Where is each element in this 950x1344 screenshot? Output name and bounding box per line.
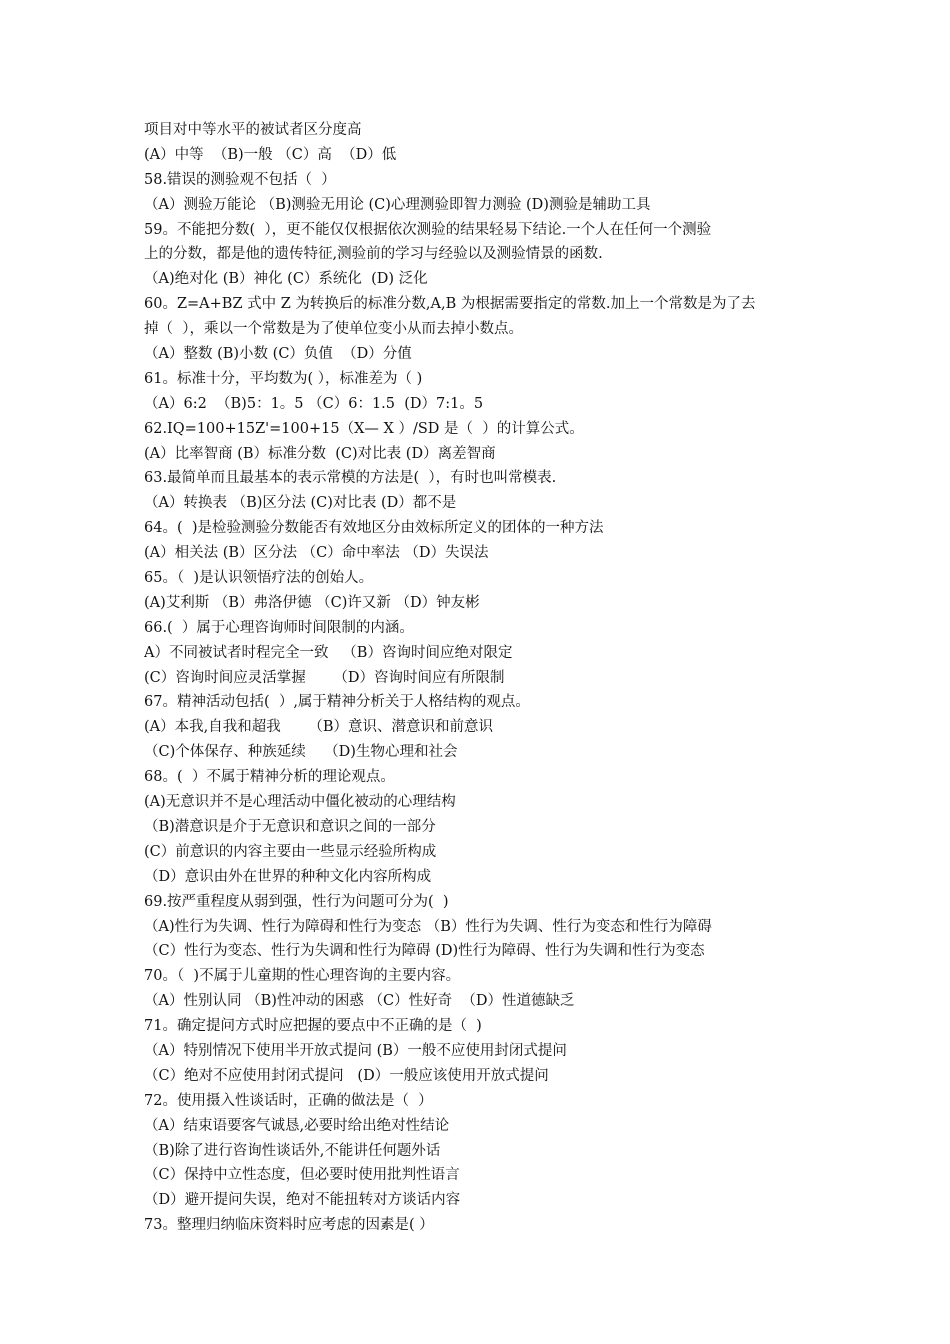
text-line: （B)除了进行咨询性谈话外,不能讲任何题外话 (144, 1142, 441, 1159)
question-72: 72。使用摄入性谈话时，正确的做法是（ ） (144, 1092, 433, 1109)
text-line: (C）前意识的内容主要由一些显示经验所构成 (144, 843, 437, 860)
question-71: 71。确定提问方式时应把握的要点中不正确的是（ ) (144, 1018, 482, 1035)
text-line: （A)性行为失调、性行为障碍和性行为变态 （B）性行为失调、性行为变态和性行为障碍 (144, 918, 712, 935)
question-68: 68。( ）不属于精神分析的理论观点。 (144, 769, 395, 786)
text-line: (A）中等 （B)一般 （C）高 （D）低 (144, 146, 397, 163)
text-line: （A)绝对化 (B）神化 (C）系统化 (D) 泛化 (144, 271, 428, 288)
question-62: 62.IQ=100+15Z'=100+15（X— X ）/SD 是（ ）的计算公式。 (144, 420, 584, 437)
text-line: （A）特别情况下使用半开放式提问 (B）一般不应使用封闭式提问 (144, 1042, 567, 1059)
question-63: 63.最简单而且最基本的表示常模的方法是( ），有时也叫常模表. (144, 470, 557, 487)
text-line: （D）避开提问失误，绝对不能扭转对方谈话内容 (144, 1192, 461, 1209)
text-line: (C）咨询时间应灵活掌握 （D）咨询时间应有所限制 (144, 669, 505, 686)
question-58: 58.错误的测验观不包括（ ） (144, 171, 336, 188)
text-line: （A）6:2 （B)5：1。5 （C）6：1.5 (D）7:1。5 (144, 395, 484, 412)
question-65: 65。（ )是认识领悟疗法的创始人。 (144, 570, 374, 587)
text-line: (A）本我,自我和超我 （B）意识、潜意识和前意识 (144, 719, 494, 736)
text-line: （A）转换表 （B)区分法 (C)对比表 (D）都不是 (144, 495, 457, 512)
text-line: （A）结束语要客气诚恳,必要时给出绝对性结论 (144, 1117, 450, 1134)
question-67: 67。精神活动包括( ）,属于精神分析关于人格结构的观点。 (144, 694, 530, 711)
text-line: (A）相关法 (B）区分法 （C）命中率法 （D）失误法 (144, 545, 489, 562)
text-line: （C）绝对不应使用封闭式提问 (D）一般应该使用开放式提问 (144, 1067, 549, 1084)
text-line: (A）比率智商 (B）标准分数 (C)对比表 (D）离差智商 (144, 445, 496, 462)
text-line: A）不同被试者时程完全一致 （B）咨询时间应绝对限定 (144, 644, 513, 661)
question-66: 66.( ）属于心理咨询师时间限制的内涵。 (144, 619, 414, 636)
text-line: （A）整数 (B)小数 (C）负值 （D）分值 (144, 346, 412, 363)
question-60: 60。Z=A+BZ 式中 Z 为转换后的标准分数,A,B 为根据需要指定的常数.加上一个常数是为了去 (144, 296, 756, 313)
text-line: 上的分数，都是他的遗传特征,测验前的学习与经验以及测验情景的函数. (144, 246, 603, 263)
question-64: 64。( )是检验测验分数能否有效地区分由效标所定义的团体的一种方法 (144, 520, 604, 537)
text-line: （A）性别认同 （B)性冲动的困惑 （C）性好奇 （D）性道德缺乏 (144, 993, 575, 1010)
text-line: （C）保持中立性态度，但必要时使用批判性语言 (144, 1167, 460, 1184)
page-text-body (144, 118, 834, 1238)
text-line: 项目对中等水平的被试者区分度高 (144, 122, 362, 138)
text-line: （C)个体保存、种族延续 （D)生物心理和社会 (144, 744, 458, 761)
text-line: (A)无意识并不是心理活动中僵化被动的心理结构 (144, 794, 456, 811)
text-line: （A）测验万能论 （B)测验无用论 (C)心理测验即智力测验 (D)测验是辅助工具 (144, 196, 651, 213)
question-69: 69.按严重程度从弱到强，性行为问题可分为( ) (144, 893, 449, 910)
question-59: 59。不能把分数( ），更不能仅仅根据依次测验的结果轻易下结论.一个人在任何一个测验 (144, 221, 712, 238)
text-line: （B)潜意识是介于无意识和意识之间的一部分 (144, 818, 436, 835)
question-70: 70。（ )不属于儿童期的性心理咨询的主要内容。 (144, 968, 461, 985)
text-line: 掉（ ），乘以一个常数是为了使单位变小从而去掉小数点。 (144, 321, 523, 338)
question-61: 61。标准十分，平均数为( ），标准差为（ ) (144, 370, 423, 387)
question-73: 73。整理归纳临床资料时应考虑的因素是( ） (144, 1217, 434, 1234)
text-line: （C）性行为变态、性行为失调和性行为障碍 (D)性行为障碍、性行为失调和性行为变态 (144, 943, 705, 960)
text-line: （D）意识由外在世界的种种文化内容所构成 (144, 868, 432, 885)
text-line: (A)艾利斯 （B）弗洛伊德 （C)许又新 （D）钟友彬 (144, 594, 480, 611)
